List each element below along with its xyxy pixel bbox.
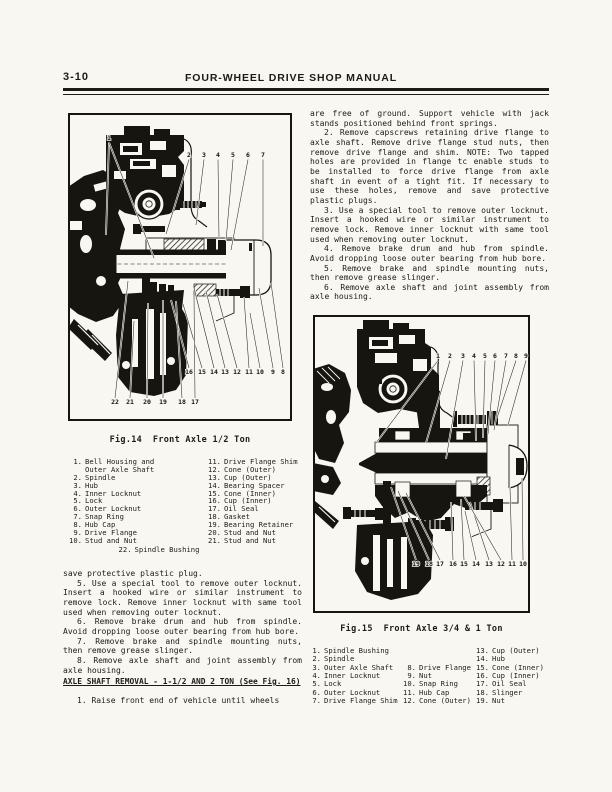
left-column-text bbox=[63, 569, 302, 675]
callout-number: 21 bbox=[126, 398, 134, 406]
part-label: Outer Locknut bbox=[85, 504, 142, 514]
parts-list-row bbox=[69, 481, 294, 489]
callout-number: 9 bbox=[271, 368, 275, 376]
part-number: 1. bbox=[312, 646, 321, 655]
figure-14-parts-list bbox=[69, 457, 298, 545]
body-paragraph: 5. Use a special tool to remove outer locknut. Insert a hooked wire or similar instrument to remove lock. Remove inner locknut with same tool used when removing outer locknut. bbox=[63, 578, 302, 617]
callout-number: 12 bbox=[497, 560, 505, 568]
part-number: 16. bbox=[208, 496, 221, 506]
part-label: Hub Cap bbox=[419, 687, 450, 697]
part-number: 6. bbox=[312, 687, 321, 697]
figure-15-parts-list bbox=[308, 646, 550, 704]
callout-number: 19 bbox=[412, 560, 420, 568]
part-label: Cone (Inner) bbox=[492, 662, 544, 672]
callout-number: 18 bbox=[178, 398, 186, 406]
callout-number: 3 bbox=[202, 151, 206, 159]
part-number: 9. bbox=[407, 671, 416, 681]
part-item bbox=[69, 536, 137, 545]
callout-number: 14 bbox=[472, 560, 480, 568]
callout-number: 16 bbox=[449, 560, 457, 568]
header-rule-thin bbox=[63, 94, 549, 95]
part-number: 10. bbox=[403, 679, 416, 689]
body-paragraph: 7. Remove brake and spindle mounting nuts, then remove grease slinger. bbox=[63, 636, 302, 656]
part-number: 13. bbox=[476, 646, 489, 655]
part-number: 9. bbox=[73, 528, 82, 538]
parts-list-row bbox=[69, 496, 294, 504]
callout-number: 3 bbox=[461, 352, 465, 360]
leader-line bbox=[226, 160, 233, 242]
manual-title: FOUR-WHEEL DRIVE SHOP MANUAL bbox=[184, 72, 398, 84]
part-label: Stud and Nut bbox=[85, 535, 137, 545]
callout-number: 2 bbox=[187, 151, 191, 159]
leader-line bbox=[206, 291, 225, 368]
body-paragraph: 3. Use a special tool to remove outer locknut. Insert a hooked wire or similar instrument to remove lock. Remove inner locknut with same tool used when removing outer locknut. bbox=[310, 205, 549, 244]
parts-list-row bbox=[308, 679, 550, 687]
part-label: Gasket bbox=[224, 512, 250, 522]
part-label: Spindle bbox=[324, 654, 355, 664]
part-label: Oil Seal bbox=[492, 679, 527, 689]
callout-number: 15 bbox=[460, 560, 468, 568]
part-number: 20. bbox=[208, 528, 221, 538]
callout-number: 14 bbox=[210, 368, 218, 376]
part-number: 21. bbox=[208, 535, 221, 545]
callout-number: 1 bbox=[107, 134, 111, 142]
figure-14-front-axle-half-ton bbox=[68, 113, 292, 421]
callout-number: 5 bbox=[231, 151, 235, 159]
part-label: Cone (Inner) bbox=[224, 488, 276, 498]
callout-number: 22 bbox=[111, 398, 119, 406]
callout-number: 2 bbox=[448, 352, 452, 360]
part-number: 2. bbox=[73, 472, 82, 482]
part-item bbox=[400, 696, 471, 705]
callout-number: 7 bbox=[504, 352, 508, 360]
part-number: 22. bbox=[118, 545, 132, 554]
part-label: Snap Ring bbox=[85, 512, 124, 522]
body-paragraph: 1. Raise front end of vehicle until wheels bbox=[77, 695, 280, 705]
callout-number: 11 bbox=[508, 560, 516, 568]
part-number: 5. bbox=[73, 496, 82, 506]
callout-number: 13 bbox=[485, 560, 493, 568]
part-label: Inner Locknut bbox=[324, 671, 381, 681]
callout-number: 4 bbox=[472, 352, 476, 360]
callout-number: 17 bbox=[436, 560, 444, 568]
part-number: 3. bbox=[73, 480, 82, 490]
front-axle-half-ton-diagram bbox=[68, 113, 292, 421]
body-paragraph: 6. Remove axle shaft and joint assembly from axle housing. bbox=[310, 282, 549, 302]
parts-list-row bbox=[308, 663, 550, 671]
part-number: 1. bbox=[73, 457, 82, 466]
part-number: 15. bbox=[476, 662, 489, 672]
figure-14-part-22 bbox=[69, 545, 249, 554]
spindle-and-axle-shaft bbox=[359, 442, 487, 484]
parts-list-row bbox=[69, 489, 294, 497]
part-label: Outer Locknut bbox=[324, 687, 381, 697]
part-label: Drive Flange bbox=[419, 662, 471, 672]
body-paragraph: save protective plastic plug. bbox=[63, 569, 203, 578]
part-number: 7. bbox=[312, 696, 321, 706]
callout-number: 5 bbox=[483, 352, 487, 360]
body-paragraph: 6. Remove brake drum and hub from spindle. Avoid dropping loose outer bearing from hub bore. bbox=[63, 617, 302, 636]
callout-number: 9 bbox=[524, 352, 528, 360]
parts-list-row bbox=[69, 536, 294, 544]
callout-number: 19 bbox=[159, 398, 167, 406]
u-joint-bearing bbox=[134, 189, 164, 219]
parts-list-row bbox=[69, 520, 294, 528]
callout-number: 4 bbox=[216, 151, 220, 159]
leader-line bbox=[231, 160, 248, 251]
part-label: Slinger bbox=[492, 687, 523, 697]
body-paragraph: 8. Remove axle shaft and joint assembly from axle housing. bbox=[63, 655, 302, 675]
callout-number: 17 bbox=[191, 398, 199, 406]
part-label: Spindle Bushing bbox=[134, 545, 200, 554]
part-number: 3. bbox=[312, 662, 321, 672]
part-number: 13. bbox=[208, 472, 221, 482]
part-number: 17. bbox=[208, 504, 221, 514]
front-axle-three-quarter-ton-diagram bbox=[313, 315, 530, 613]
part-label: Lock bbox=[85, 496, 103, 506]
part-number: 14. bbox=[208, 480, 221, 490]
part-number: 6. bbox=[73, 504, 82, 514]
part-number: 18. bbox=[208, 512, 221, 522]
part-label: Hub bbox=[85, 480, 98, 490]
part-number: 11. bbox=[403, 687, 416, 697]
body-paragraph: 5. Remove brake and spindle mounting nuts, then remove grease slinger. bbox=[310, 263, 549, 283]
callout-number: 10 bbox=[256, 368, 264, 376]
leader-line bbox=[196, 160, 204, 226]
leader-line bbox=[244, 297, 249, 368]
callout-number: 12 bbox=[233, 368, 241, 376]
part-number: 4. bbox=[312, 671, 321, 681]
leader-line bbox=[194, 288, 214, 368]
part-number: 15. bbox=[208, 488, 221, 498]
part-label: Hub bbox=[492, 654, 505, 664]
figure-15-front-axle-three-quarter-ton bbox=[313, 315, 530, 613]
parts-list-row bbox=[308, 654, 550, 662]
part-number: 8. bbox=[407, 662, 416, 672]
header-rule-thick bbox=[63, 88, 549, 91]
part-label: Cone (Outer) bbox=[419, 696, 471, 706]
part-item bbox=[205, 536, 276, 545]
callout-number: 6 bbox=[246, 151, 250, 159]
part-label: Cone (Outer) bbox=[224, 464, 276, 474]
parts-list-row bbox=[69, 465, 294, 473]
callout-number: 8 bbox=[281, 368, 285, 376]
callout-number: 13 bbox=[221, 368, 229, 376]
part-label: Spindle bbox=[85, 472, 116, 482]
part-label: Nut bbox=[492, 696, 505, 706]
part-number: 5. bbox=[312, 679, 321, 689]
part-number: 2. bbox=[312, 654, 321, 664]
body-paragraph: are free of ground. Support vehicle with jack stands positioned behind front springs. bbox=[310, 109, 549, 128]
part-label: Lock bbox=[324, 679, 342, 689]
part-item bbox=[308, 696, 398, 705]
figure-14-caption: Fig.14 Front Axle 1/2 Ton bbox=[109, 435, 251, 445]
part-item bbox=[473, 696, 505, 705]
callout-number: 11 bbox=[245, 368, 253, 376]
leader-line bbox=[259, 288, 273, 368]
part-number: 4. bbox=[73, 488, 82, 498]
part-label: Drive Flange Shim bbox=[324, 696, 398, 706]
part-label: Inner Locknut bbox=[85, 488, 142, 498]
parts-list-row bbox=[69, 473, 294, 481]
part-label: Bell Housing and bbox=[85, 457, 155, 466]
parts-list-row bbox=[308, 696, 550, 704]
parts-list-row bbox=[69, 457, 298, 466]
page-number: 3-10 bbox=[63, 71, 90, 83]
part-number: 14. bbox=[476, 654, 489, 664]
callout-number: 20 bbox=[143, 398, 151, 406]
part-number: 11. bbox=[208, 457, 221, 466]
part-label: Drive Flange bbox=[85, 528, 137, 538]
callout-number: 10 bbox=[519, 560, 527, 568]
callout-number: 1 bbox=[436, 352, 440, 360]
right-column-text bbox=[310, 109, 549, 302]
part-label: Stud and Nut bbox=[224, 528, 276, 538]
leader-line bbox=[271, 283, 283, 368]
callout-number: 15 bbox=[198, 368, 206, 376]
part-label: Cup (Outer) bbox=[224, 472, 272, 482]
part-label: Oil Seal bbox=[224, 504, 259, 514]
part-label: Spindle Bushing bbox=[324, 646, 389, 655]
parts-list-row bbox=[69, 504, 294, 512]
part-label: Cup (Inner) bbox=[492, 671, 540, 681]
axle-housing-left bbox=[313, 364, 351, 529]
part-label: Cup (Inner) bbox=[224, 496, 272, 506]
part-number: 18. bbox=[476, 687, 489, 697]
left-column-footer bbox=[63, 673, 302, 705]
part-label: Stud and Nut bbox=[224, 535, 276, 545]
callout-number: 18 bbox=[425, 560, 433, 568]
part-label: Outer Axle Shaft bbox=[85, 464, 155, 474]
part-label: Nut bbox=[419, 671, 432, 681]
parts-list-row bbox=[308, 671, 550, 679]
body-paragraph: 2. Remove capscrews retaining drive flange to axle shaft. Remove drive flange stud nuts, then remove drive flange and shim. NOTE: Two tapped holes are provided in flange tc enable studs to be installed to force drive flange from axle shaft in event of a tight fit. If necessary to use these holes, remove and save protective plastic plugs. bbox=[310, 128, 549, 205]
part-number: 16. bbox=[476, 671, 489, 681]
callout-number: 8 bbox=[514, 352, 518, 360]
callout-number: 6 bbox=[493, 352, 497, 360]
part-number: 7. bbox=[73, 512, 82, 522]
parts-list-row bbox=[69, 528, 294, 536]
callout-number: 7 bbox=[261, 151, 265, 159]
parts-list-row bbox=[308, 646, 550, 654]
part-label: Outer Axle Shaft bbox=[324, 662, 394, 672]
part-number: 17. bbox=[476, 679, 489, 689]
part-label: Hub Cap bbox=[85, 520, 116, 530]
leader-line bbox=[250, 313, 260, 368]
part-label: Bearing Retainer bbox=[224, 520, 294, 530]
section-heading-axle-shaft-removal: AXLE SHAFT REMOVAL - 1-1/2 AND 2 TON (See Fig. 16) bbox=[63, 677, 301, 686]
part-number: 19. bbox=[476, 696, 489, 706]
part-number: 10. bbox=[69, 535, 82, 545]
part-number: 12. bbox=[208, 464, 221, 474]
part-label: Snap Ring bbox=[419, 679, 458, 689]
parts-list-row bbox=[69, 512, 294, 520]
leader-line bbox=[508, 361, 526, 426]
part-number: 19. bbox=[208, 520, 221, 530]
figure-15-caption: Fig.15 Front Axle 3/4 & 1 Ton bbox=[340, 624, 503, 634]
part-number: 12. bbox=[403, 696, 416, 706]
parts-list-row bbox=[308, 688, 550, 696]
part-label: Cup (Outer) bbox=[492, 646, 540, 655]
callout-number: 16 bbox=[185, 368, 193, 376]
part-number: 8. bbox=[73, 520, 82, 530]
body-paragraph: 4. Remove brake drum and hub from spindle. Avoid dropping loose outer bearing from hub bore. bbox=[310, 244, 549, 263]
part-label: Bearing Spacer bbox=[224, 480, 285, 490]
leader-line bbox=[461, 499, 464, 560]
part-label: Drive Flange Shim bbox=[224, 457, 298, 466]
